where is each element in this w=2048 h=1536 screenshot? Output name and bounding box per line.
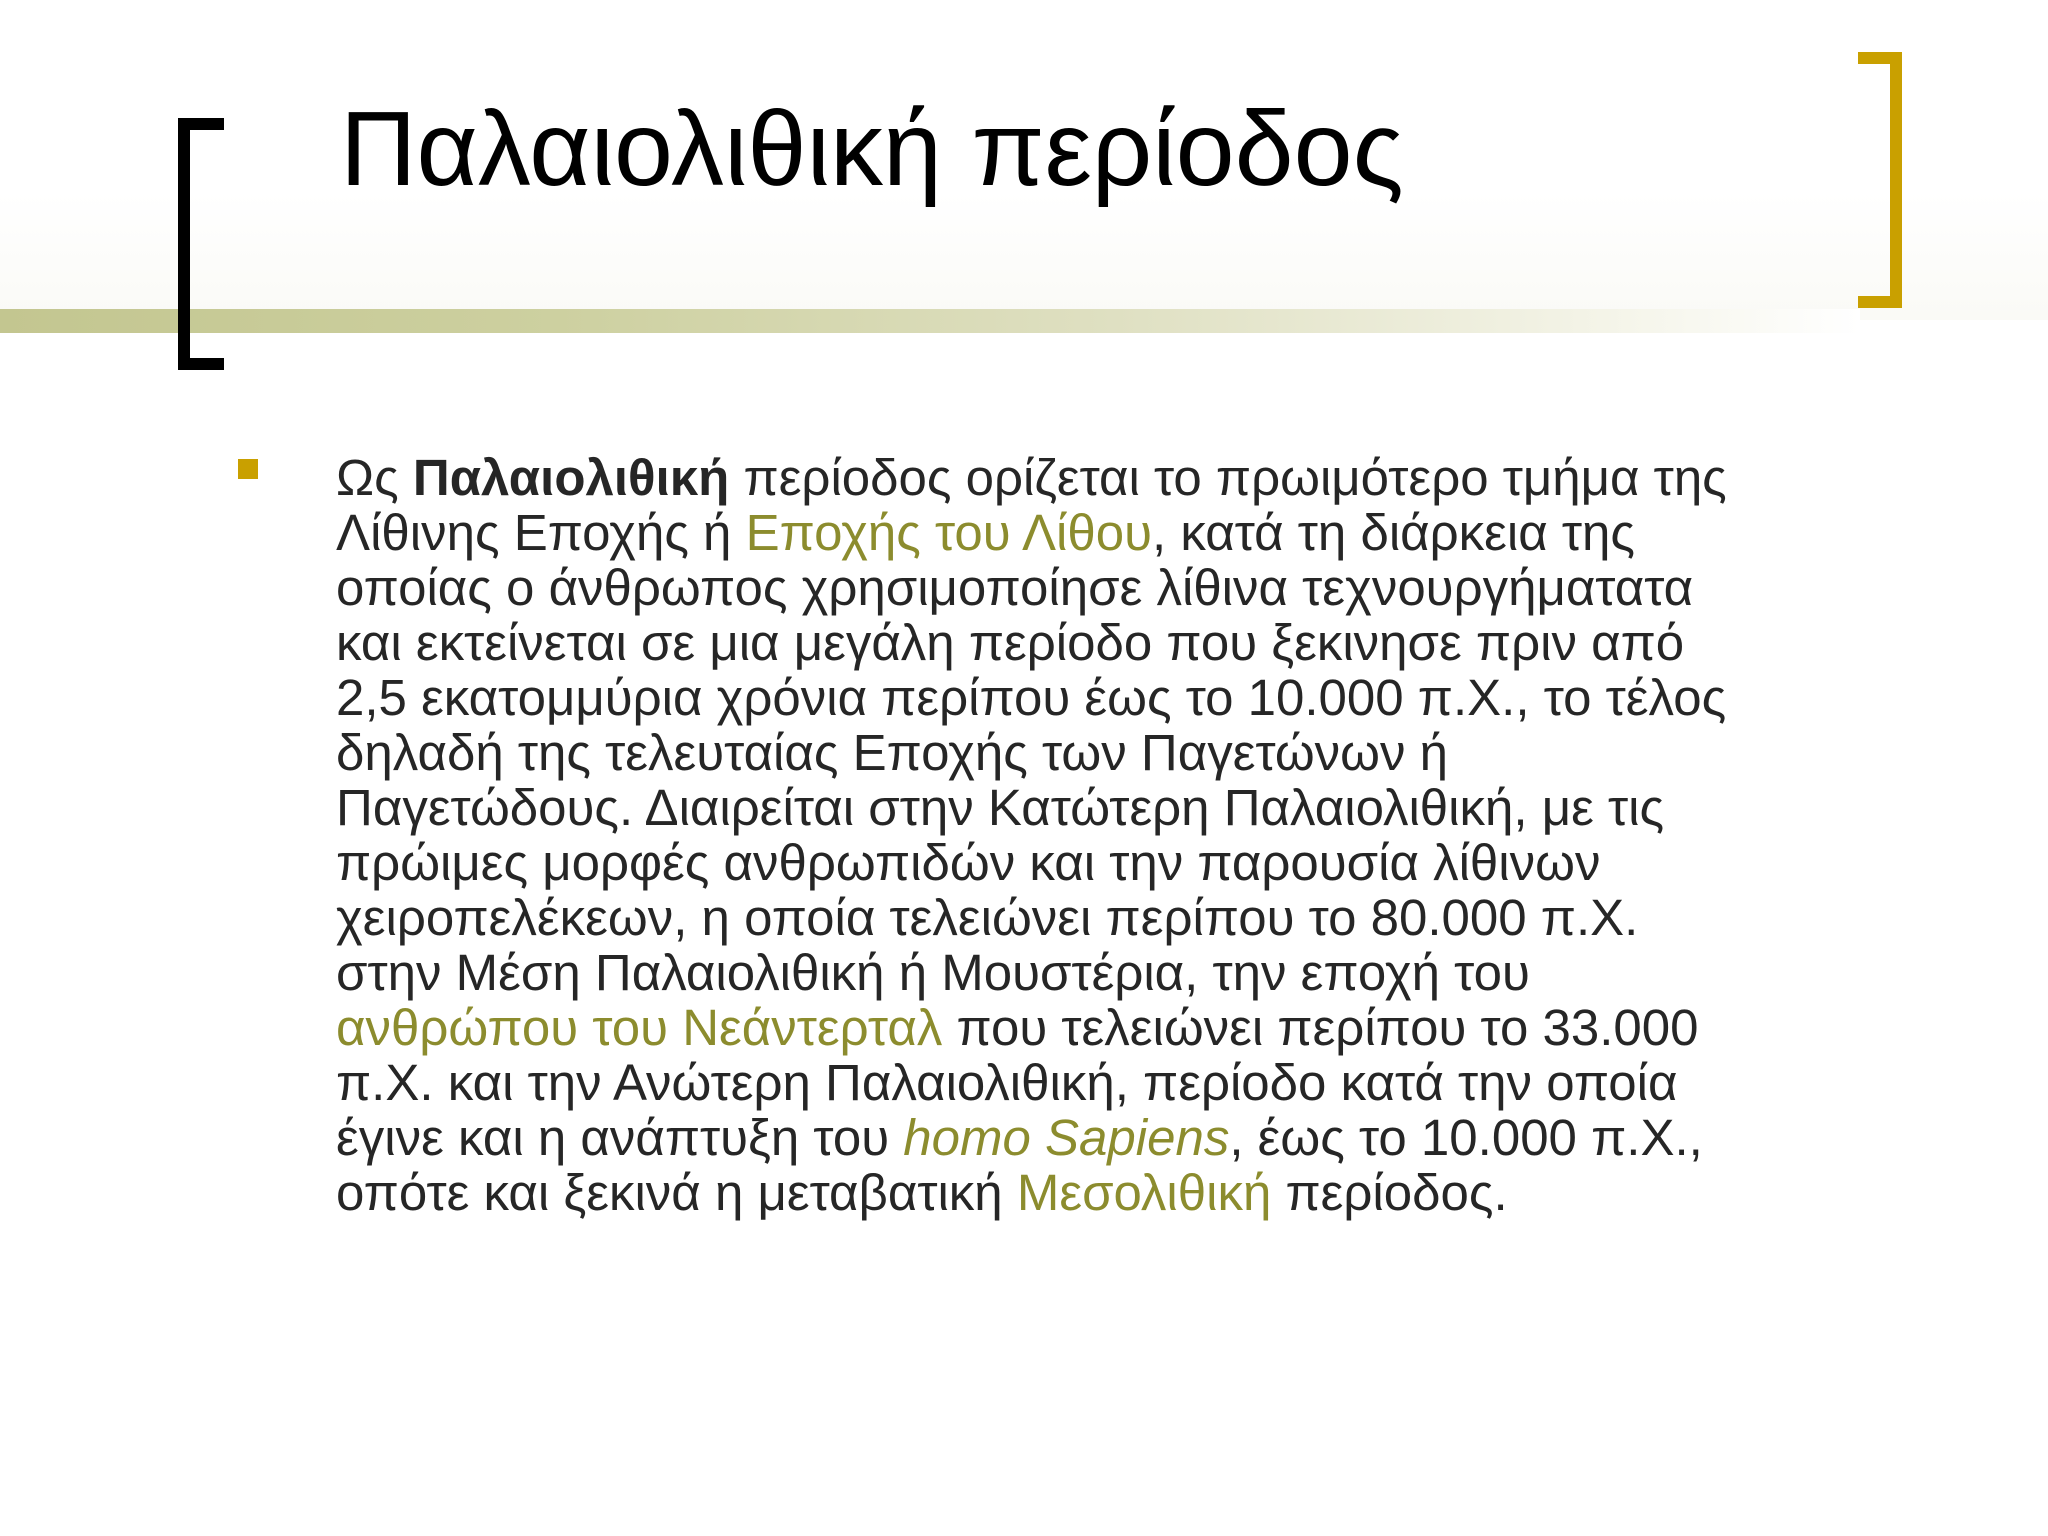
text-line: δηλαδή της τελευταίας Εποχής των Παγετώνων ή: [336, 724, 1449, 781]
text-line: 2,5 εκατομμύρια χρόνια περίπου έως το 10.000 π.Χ., το τέλος: [336, 669, 1727, 726]
body-paragraph: [336, 450, 1936, 1220]
text-run: Λίθινης Εποχής ή: [336, 504, 746, 561]
text-line: στην Μέση Παλαιολιθική ή Μουστέρια, την εποχή του: [336, 944, 1530, 1001]
link-mesolithic[interactable]: Μεσολιθική: [1016, 1164, 1272, 1221]
text-line: [336, 450, 1936, 505]
text-run: περίοδος ορίζεται το πρωιμότερο τμήμα της: [729, 449, 1727, 506]
accent-bar: [0, 309, 1860, 333]
link-homo-sapiens[interactable]: homo Sapiens: [903, 1109, 1230, 1166]
text-run: οπότε και ξεκινά η μεταβατική: [336, 1164, 1017, 1221]
slide-title: Παλαιολιθική περίοδος: [340, 90, 1404, 208]
text-line: [336, 1110, 1936, 1165]
text-run: έγινε και η ανάπτυξη του: [336, 1109, 904, 1166]
left-bracket-icon: [178, 118, 224, 370]
text-line: [336, 505, 1936, 560]
text-line: και εκτείνεται σε μια μεγάλη περίοδο που ξεκινησε πριν από: [336, 614, 1685, 671]
right-bracket-icon: [1858, 52, 1902, 308]
text-line: πρώιμες μορφές ανθρωπιδών και την παρουσία λίθινων: [336, 834, 1601, 891]
text-run: , έως το 10.000 π.Χ.,: [1229, 1109, 1703, 1166]
text-line: οποίας ο άνθρωπος χρησιμοποίησε λίθινα τεχνουργήματατα: [336, 559, 1694, 616]
text-run: , κατά τη διάρκεια της: [1152, 504, 1635, 561]
link-neanderthal[interactable]: ανθρώπου του Νεάντερταλ: [336, 999, 943, 1056]
text-run: Ως: [336, 449, 413, 506]
text-line: [336, 1000, 1936, 1055]
text-line: π.Χ. και την Ανώτερη Παλαιολιθική, περίοδο κατά την οποία: [336, 1054, 1678, 1111]
text-run: που τελειώνει περίπου το 33.000: [942, 999, 1699, 1056]
text-line: Παγετώδους. Διαιρείται στην Κατώτερη Παλαιολιθική, με τις: [336, 779, 1665, 836]
text-run: περίοδος.: [1271, 1164, 1508, 1221]
text-line: χειροπελέκεων, η οποία τελειώνει περίπου το 80.000 π.Χ.: [336, 889, 1639, 946]
link-stone-age[interactable]: Εποχής του Λίθου: [745, 504, 1152, 561]
text-line: [336, 1165, 1936, 1220]
square-bullet-icon: [238, 459, 258, 479]
bold-term: Παλαιολιθική: [412, 449, 730, 506]
